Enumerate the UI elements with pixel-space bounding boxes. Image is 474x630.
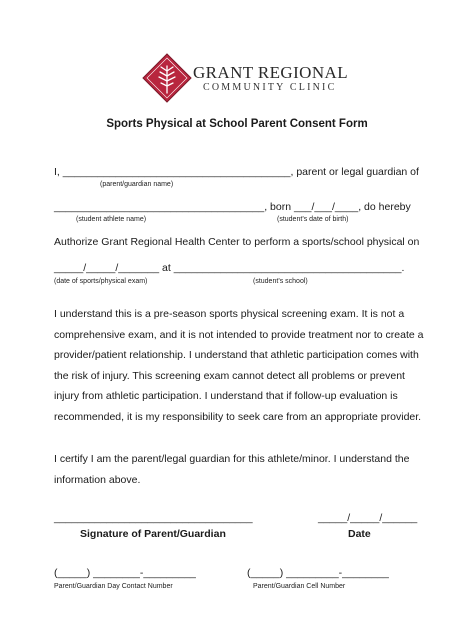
- guardian-name-line[interactable]: I, _______________________________________, parent or legal guardian of: [54, 166, 419, 178]
- school-caption: (student’s school): [253, 278, 308, 285]
- clinic-name-line1: GRANT REGIONAL: [193, 63, 348, 82]
- authorize-text: Authorize Grant Regional Health Center to perform a sports/school physical on: [54, 236, 420, 248]
- certification-paragraph: I certify I am the parent/legal guardian for this athlete/minor. I understand the information above.: [54, 453, 410, 486]
- understanding-paragraph: I understand this is a pre-season sports physical screening exam. It is not a comprehensive exam, and it is not intended to provide treatment nor to create a provider/patient relationship. I understand that athletic participation comes with the risk of injury. This screening exam cannot detect all problems or prevent injury from athletic participation. I understand that if follow-up evaluation is recommended, it is my responsibility to seek care from an appropriate provider.: [54, 308, 424, 423]
- signature-label: Signature of Parent/Guardian: [80, 528, 226, 540]
- cell-number-line[interactable]: (_____) _________-________: [247, 567, 389, 579]
- student-name-caption: (student athlete name): [76, 216, 147, 223]
- exam-date-school-line[interactable]: _____/_____/_______ at _______________________________________.: [54, 262, 405, 274]
- form-title: Sports Physical at School Parent Consent Form: [106, 118, 368, 130]
- cell-number-label: Parent/Guardian Cell Number: [253, 583, 346, 590]
- day-contact-number-line[interactable]: (_____) ________-_________: [54, 567, 196, 579]
- date-label: Date: [348, 528, 371, 540]
- student-name-dob-line[interactable]: ____________________________________, born ___/___/____, do hereby: [54, 201, 411, 213]
- date-line[interactable]: _____/_____/______: [318, 512, 418, 524]
- signature-line[interactable]: __________________________________: [54, 512, 253, 524]
- exam-date-caption: (date of sports/physical exam): [54, 278, 148, 285]
- guardian-name-caption: (parent/guardian name): [100, 181, 174, 188]
- student-dob-caption: (student’s date of birth): [277, 216, 349, 223]
- day-contact-number-label: Parent/Guardian Day Contact Number: [54, 583, 173, 590]
- diamond-leaf-logo-icon: [142, 53, 192, 103]
- clinic-name-line2: COMMUNITY CLINIC: [203, 82, 337, 93]
